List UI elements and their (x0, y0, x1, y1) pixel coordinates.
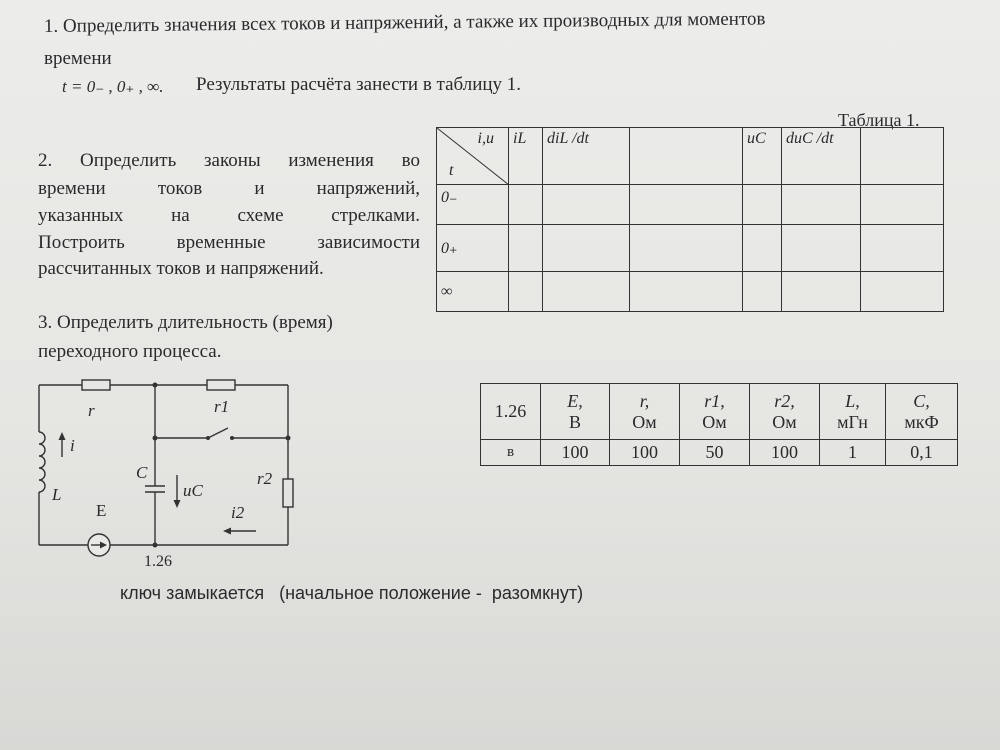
header-cell (861, 128, 944, 185)
task2-line: времени токов и напряжений, (38, 178, 420, 199)
table-cell (782, 185, 861, 225)
results-table (436, 127, 944, 312)
table-cell (543, 272, 630, 312)
label-C: C (136, 463, 148, 482)
header-cell (630, 128, 743, 185)
param-symbol: r, (639, 390, 650, 411)
task3-line2: переходного процесса. (38, 341, 222, 362)
param-value: 50 (680, 440, 750, 466)
table-cell (509, 272, 543, 312)
row-label: 0₋ (437, 185, 509, 225)
header-cell: duC /dt (782, 128, 861, 185)
resistor-r2 (283, 479, 293, 507)
param-value: 100 (541, 440, 610, 466)
header-cell: uC (743, 128, 782, 185)
task1-line3: Результаты расчёта занести в таблицу 1. (196, 74, 522, 95)
row-label: 0₊ (437, 225, 509, 272)
switch-blade (208, 428, 228, 438)
table-cell (861, 225, 944, 272)
table-cell (743, 185, 782, 225)
param-symbol: r2, (774, 390, 795, 411)
resistor-r1 (207, 380, 235, 390)
task1-time-values: t = 0₋ , 0₊ , ∞. (62, 77, 164, 96)
parameters-table (480, 383, 958, 466)
table1-caption: Таблица 1. (838, 110, 920, 130)
corner-diagonal (437, 128, 509, 185)
corner-top-label: i,u (477, 130, 494, 147)
table-cell (543, 185, 630, 225)
row-label: ∞ (437, 272, 509, 312)
param-value: 0,1 (886, 440, 958, 466)
header-cell: iL (509, 128, 543, 185)
task2-line: Построить временные зависимости (38, 232, 420, 253)
inductor-L (39, 432, 45, 492)
table-cell (782, 272, 861, 312)
row-label: в (481, 440, 541, 466)
switch-note: ключ замыкается (начальное положение - разомкнут) (120, 583, 584, 603)
param-symbol: L, (845, 390, 860, 411)
table-cell (743, 272, 782, 312)
header-cell: diL /dt (543, 128, 630, 185)
label-r1: r1 (214, 397, 230, 416)
task2-line: указанных на схеме стрелками. (38, 205, 420, 226)
task1-line2: времени (44, 48, 112, 69)
param-header (820, 384, 886, 440)
param-symbol: r1, (704, 390, 725, 411)
task3-line1: 3. Определить длительность (время) (38, 312, 333, 333)
table-cell (743, 225, 782, 272)
param-header (610, 384, 680, 440)
param-header (541, 384, 610, 440)
param-unit: мГн (837, 411, 868, 432)
param-value: 1 (820, 440, 886, 466)
param-header (680, 384, 750, 440)
param-unit: мкФ (904, 411, 939, 432)
param-unit: Ом (632, 411, 657, 432)
table-cell (861, 272, 944, 312)
param-header (886, 384, 958, 440)
label-E: E (96, 501, 107, 520)
table-cell (543, 225, 630, 272)
table-cell (782, 225, 861, 272)
param-value: 100 (610, 440, 680, 466)
param-unit: В (568, 411, 581, 432)
param-header (750, 384, 820, 440)
table-cell (630, 225, 743, 272)
label-i2: i2 (231, 503, 245, 522)
param-value: 100 (750, 440, 820, 466)
task2-line: 2. Определить законы изменения во (38, 150, 420, 171)
circuit-caption: 1.26 (144, 553, 172, 570)
param-unit: Ом (772, 411, 797, 432)
circuit-diagram (30, 372, 330, 572)
param-symbol: E, (567, 390, 583, 411)
task1-line1: 1. Определить значения всех токов и напряжений, а также их производных для моментов (43, 8, 766, 37)
corner-bottom-label: t (449, 162, 454, 179)
label-r: r (88, 401, 95, 420)
param-symbol: C, (913, 390, 930, 411)
label-uC: uC (183, 481, 203, 500)
table1-corner-cell (437, 128, 509, 185)
param-unit: Ом (702, 411, 727, 432)
resistor-r (82, 380, 110, 390)
table-cell (630, 185, 743, 225)
label-i: i (70, 436, 75, 455)
table-cell (509, 225, 543, 272)
label-L: L (52, 485, 62, 504)
table-cell (861, 185, 944, 225)
task2-line: рассчитанных токов и напряжений. (38, 258, 324, 279)
variant-number: 1.26 (481, 384, 541, 440)
label-r2: r2 (257, 469, 273, 488)
table-cell (509, 185, 543, 225)
table-cell (630, 272, 743, 312)
